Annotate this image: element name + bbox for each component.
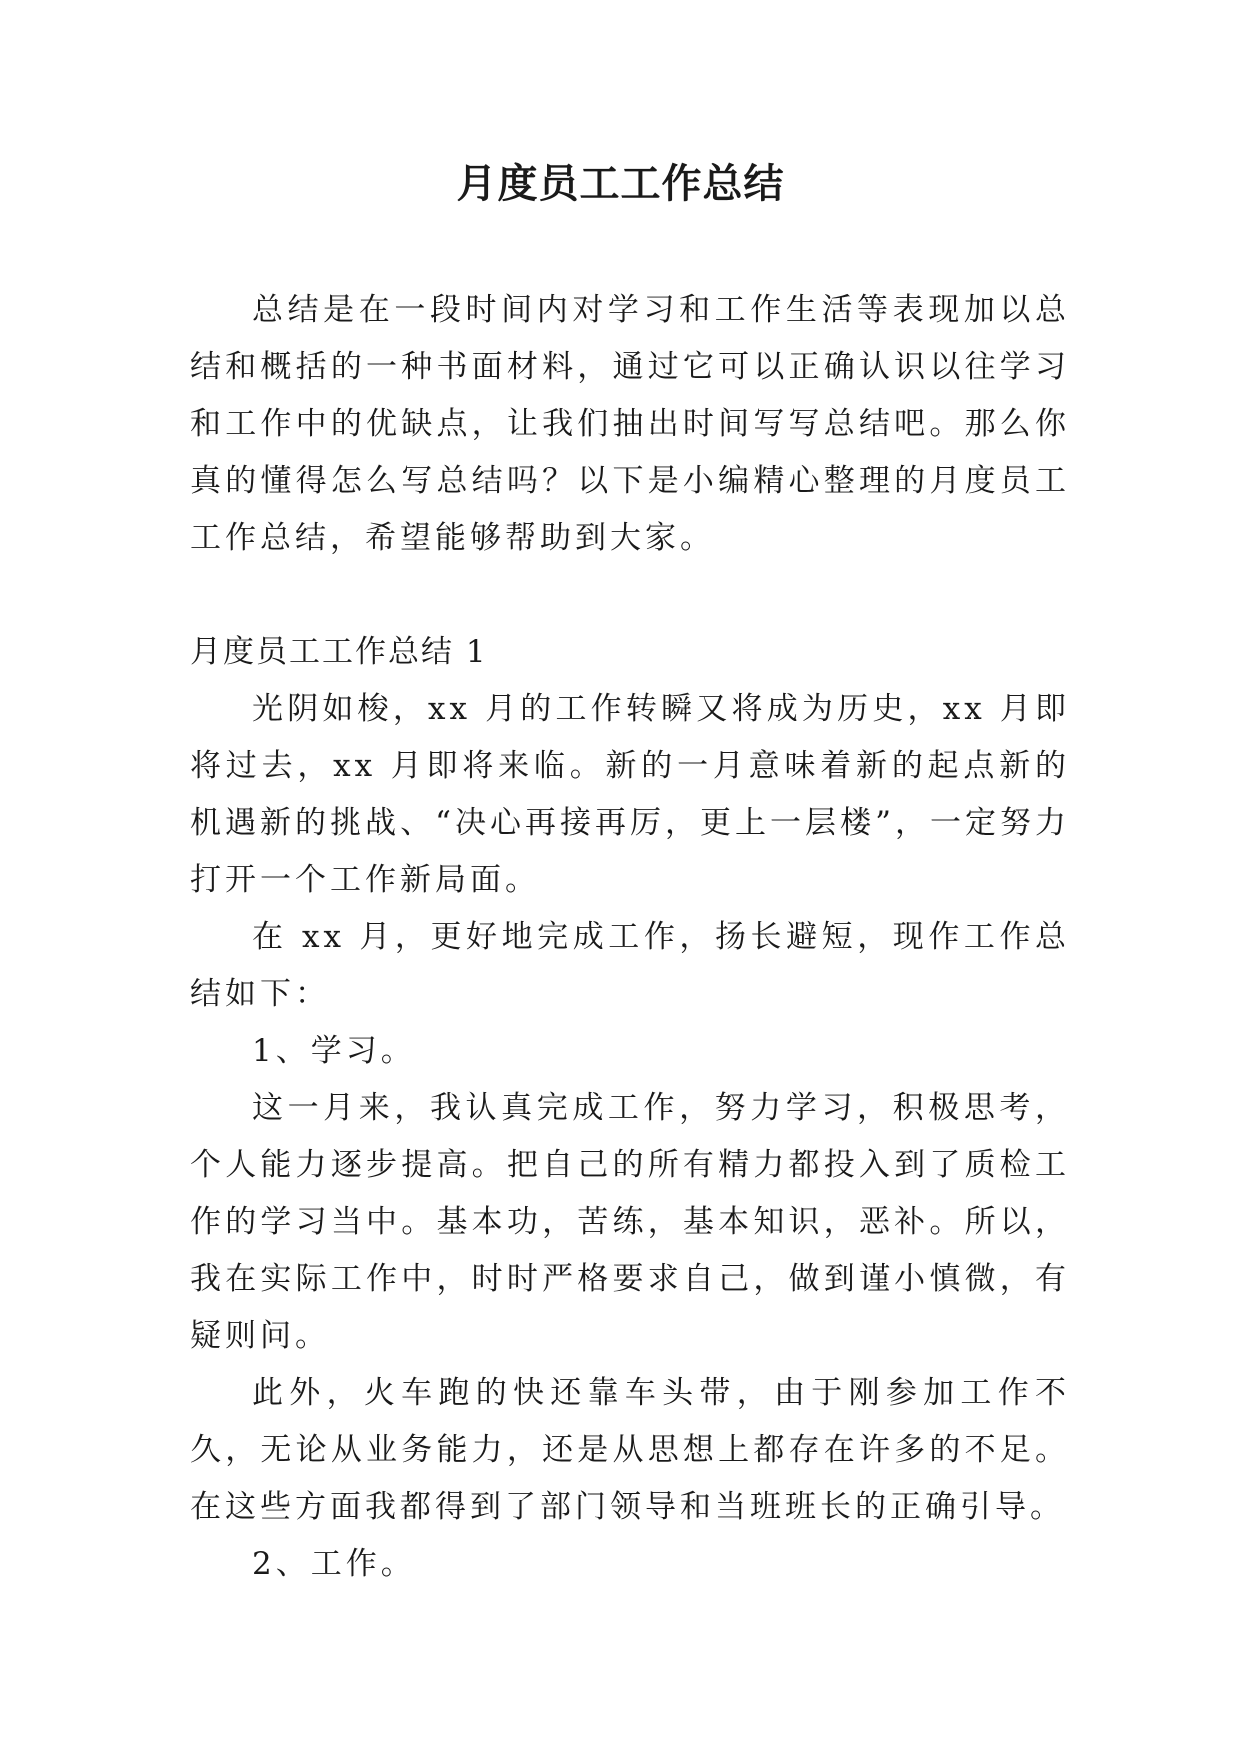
section-heading: 月度员工工作总结 1 (190, 634, 488, 670)
body-paragraph: 此外，火车跑的快还靠车头带，由于刚参加工作不久，无论从业务能力，还是从思想上都存在许多的不足。在这些方面我都得到了部门领导和当班班长的正确引导。 (190, 1375, 1070, 1525)
document-body (190, 282, 1070, 1593)
body-paragraph: 在 xx 月，更好地完成工作，扬长避短，现作工作总结如下： (190, 919, 1070, 1012)
body-paragraph: 这一月来，我认真完成工作，努力学习，积极思考，个人能力逐步提高。把自己的所有精力都投入到了质检工作的学习当中。基本功，苦练，基本知识，恶补。所以，我在实际工作中，时时严格要求自己，做到谨小慎微，有疑则问。 (190, 1090, 1070, 1354)
list-heading-work: 2、工作。 (252, 1546, 416, 1582)
list-heading-study: 1、学习。 (252, 1033, 416, 1069)
document-title: 月度员工工作总结 (456, 161, 785, 207)
blank-line (190, 567, 1070, 624)
body-paragraph: 光阴如梭，xx 月的工作转瞬又将成为历史，xx 月即将过去，xx 月即将来临。新的一月意味着新的起点新的机遇新的挑战、“决心再接再厉，更上一层楼”，一定努力打开一个工作新局面。 (190, 691, 1070, 898)
intro-paragraph: 总结是在一段时间内对学习和工作生活等表现加以总结和概括的一种书面材料，通过它可以正确认识以往学习和工作中的优缺点，让我们抽出时间写写总结吧。那么你真的懂得怎么写总结吗？以下是小编精心整理的月度员工工作总结，希望能够帮助到大家。 (190, 292, 1070, 556)
